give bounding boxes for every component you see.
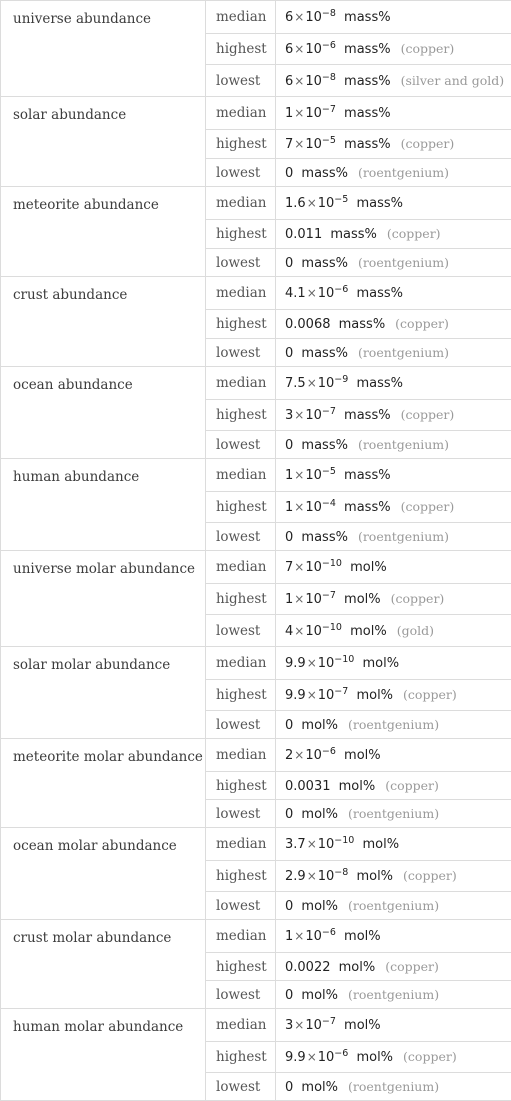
times-sign: × [307, 286, 317, 300]
exponent: −6 [322, 746, 336, 757]
times-sign: × [294, 10, 304, 24]
base-ten: 10 [305, 74, 322, 89]
unit: mass% [344, 500, 391, 515]
statistic-label: lowest [206, 523, 276, 551]
value-cell [276, 130, 511, 159]
mantissa: 4.1 [285, 286, 306, 301]
base-ten: 10 [318, 376, 335, 391]
times-sign: × [294, 74, 304, 88]
plain-value: 0 [285, 1080, 293, 1095]
value-cell [276, 1009, 511, 1042]
value-cell [276, 680, 511, 711]
unit: mass% [356, 376, 403, 391]
value-cell [276, 277, 511, 310]
value-cell [276, 1042, 511, 1073]
plain-value: 0 [285, 438, 293, 453]
exponent: −6 [334, 1048, 348, 1059]
value-cell [276, 249, 511, 277]
value-cell [276, 953, 511, 981]
statistic-label: median [206, 551, 276, 584]
value-cell [276, 772, 511, 800]
base-ten: 10 [318, 837, 335, 852]
times-sign: × [294, 560, 304, 574]
unit: mass% [339, 317, 386, 332]
table-row [1, 1009, 511, 1042]
value-cell [276, 1073, 511, 1101]
plain-value: 0.0068 [285, 317, 331, 332]
table-row [1, 277, 511, 310]
statistic-label: lowest [206, 65, 276, 97]
property-name: ocean molar abundance [1, 828, 206, 920]
unit: mol% [301, 988, 338, 1003]
unit: mol% [356, 1050, 393, 1065]
value-cell [276, 711, 511, 739]
statistic-label: highest [206, 680, 276, 711]
base-ten: 10 [318, 196, 335, 211]
statistic-label: highest [206, 400, 276, 431]
table-row [1, 920, 511, 953]
abundance-table-body [1, 1, 511, 1101]
statistic-label: lowest [206, 1073, 276, 1101]
base-ten: 10 [305, 929, 322, 944]
property-name: crust molar abundance [1, 920, 206, 1009]
element-note: (roentgenium) [348, 1079, 439, 1094]
mantissa: 7 [285, 560, 293, 575]
mantissa: 7.5 [285, 376, 306, 391]
value-cell [276, 65, 511, 97]
unit: mol% [344, 929, 381, 944]
unit: mol% [363, 656, 400, 671]
value-cell [276, 400, 511, 431]
base-ten: 10 [305, 42, 322, 57]
value-cell [276, 551, 511, 584]
base-ten: 10 [305, 500, 322, 515]
exponent: −10 [322, 558, 342, 569]
property-name: solar molar abundance [1, 647, 206, 739]
mantissa: 1 [285, 500, 293, 515]
statistic-label: highest [206, 953, 276, 981]
statistic-label: highest [206, 220, 276, 249]
element-note: (roentgenium) [358, 345, 449, 360]
unit: mol% [344, 592, 381, 607]
mantissa: 2 [285, 748, 293, 763]
mantissa: 3 [285, 1018, 293, 1033]
base-ten: 10 [305, 137, 322, 152]
table-row [1, 828, 511, 861]
times-sign: × [294, 929, 304, 943]
exponent: −5 [322, 466, 336, 477]
unit: mol% [301, 899, 338, 914]
statistic-label: median [206, 647, 276, 680]
unit: mass% [301, 346, 348, 361]
element-note: (copper) [385, 778, 439, 793]
element-note: (copper) [401, 499, 455, 514]
base-ten: 10 [318, 286, 335, 301]
times-sign: × [307, 837, 317, 851]
table-row [1, 97, 511, 130]
times-sign: × [294, 408, 304, 422]
statistic-label: lowest [206, 892, 276, 920]
value-cell [276, 34, 511, 65]
unit: mass% [330, 227, 377, 242]
exponent: −7 [334, 686, 348, 697]
mantissa: 1.6 [285, 196, 306, 211]
base-ten: 10 [305, 408, 322, 423]
value-cell [276, 431, 511, 459]
times-sign: × [294, 500, 304, 514]
base-ten: 10 [318, 869, 335, 884]
value-cell [276, 187, 511, 220]
statistic-label: highest [206, 584, 276, 615]
plain-value: 0 [285, 530, 293, 545]
times-sign: × [307, 1050, 317, 1064]
plain-value: 0 [285, 256, 293, 271]
unit: mol% [301, 718, 338, 733]
plain-value: 0 [285, 988, 293, 1003]
statistic-label: median [206, 828, 276, 861]
value-cell [276, 584, 511, 615]
mantissa: 6 [285, 42, 293, 57]
exponent: −5 [322, 135, 336, 146]
value-cell [276, 220, 511, 249]
base-ten: 10 [305, 468, 322, 483]
unit: mass% [344, 42, 391, 57]
unit: mass% [301, 166, 348, 181]
exponent: −8 [322, 8, 336, 19]
unit: mol% [344, 1018, 381, 1033]
unit: mol% [350, 624, 387, 639]
statistic-label: median [206, 920, 276, 953]
exponent: −8 [334, 867, 348, 878]
unit: mol% [363, 837, 400, 852]
element-note: (silver and gold) [401, 73, 505, 88]
value-cell [276, 97, 511, 130]
table-row [1, 1, 511, 34]
mantissa: 4 [285, 624, 293, 639]
value-cell [276, 647, 511, 680]
mantissa: 3 [285, 408, 293, 423]
mantissa: 9.9 [285, 688, 306, 703]
exponent: −10 [334, 654, 354, 665]
unit: mass% [344, 10, 391, 25]
element-note: (roentgenium) [358, 529, 449, 544]
unit: mass% [344, 468, 391, 483]
times-sign: × [294, 624, 304, 638]
value-cell [276, 615, 511, 647]
base-ten: 10 [318, 688, 335, 703]
times-sign: × [294, 42, 304, 56]
value-cell [276, 800, 511, 828]
statistic-label: lowest [206, 159, 276, 187]
statistic-label: median [206, 739, 276, 772]
element-note: (roentgenium) [348, 717, 439, 732]
statistic-label: lowest [206, 711, 276, 739]
times-sign: × [307, 376, 317, 390]
exponent: −8 [322, 72, 336, 83]
exponent: −4 [322, 498, 336, 509]
mantissa: 1 [285, 929, 293, 944]
statistic-label: median [206, 277, 276, 310]
statistic-label: median [206, 1, 276, 34]
element-note: (roentgenium) [348, 806, 439, 821]
property-name: solar abundance [1, 97, 206, 187]
times-sign: × [294, 106, 304, 120]
unit: mass% [344, 408, 391, 423]
statistic-label: lowest [206, 339, 276, 367]
plain-value: 0 [285, 346, 293, 361]
times-sign: × [294, 137, 304, 151]
unit: mol% [356, 869, 393, 884]
times-sign: × [307, 869, 317, 883]
mantissa: 1 [285, 592, 293, 607]
mantissa: 7 [285, 137, 293, 152]
unit: mol% [301, 807, 338, 822]
unit: mass% [344, 106, 391, 121]
value-cell [276, 310, 511, 339]
exponent: −7 [322, 406, 336, 417]
mantissa: 1 [285, 106, 293, 121]
base-ten: 10 [318, 1050, 335, 1065]
statistic-label: median [206, 367, 276, 400]
mantissa: 1 [285, 468, 293, 483]
value-cell [276, 367, 511, 400]
value-cell [276, 920, 511, 953]
mantissa: 3.7 [285, 837, 306, 852]
plain-value: 0 [285, 899, 293, 914]
element-note: (copper) [401, 41, 455, 56]
statistic-label: highest [206, 34, 276, 65]
unit: mass% [344, 137, 391, 152]
element-note: (copper) [401, 136, 455, 151]
unit: mass% [356, 286, 403, 301]
plain-value: 0 [285, 718, 293, 733]
value-cell [276, 459, 511, 492]
table-row [1, 187, 511, 220]
element-note: (copper) [385, 959, 439, 974]
base-ten: 10 [305, 10, 322, 25]
property-name: ocean abundance [1, 367, 206, 459]
statistic-label: highest [206, 492, 276, 523]
element-note: (copper) [395, 316, 449, 331]
base-ten: 10 [305, 592, 322, 607]
value-cell [276, 892, 511, 920]
statistic-label: median [206, 459, 276, 492]
unit: mass% [356, 196, 403, 211]
unit: mol% [350, 560, 387, 575]
exponent: −7 [322, 590, 336, 601]
property-name: universe molar abundance [1, 551, 206, 647]
exponent: −5 [334, 194, 348, 205]
value-cell [276, 523, 511, 551]
unit: mass% [344, 74, 391, 89]
plain-value: 0 [285, 166, 293, 181]
statistic-label: lowest [206, 615, 276, 647]
property-name: universe abundance [1, 1, 206, 97]
element-note: (roentgenium) [358, 165, 449, 180]
statistic-label: highest [206, 310, 276, 339]
table-row [1, 551, 511, 584]
element-note: (copper) [403, 687, 457, 702]
element-note: (roentgenium) [348, 987, 439, 1002]
table-row [1, 367, 511, 400]
element-note: (gold) [397, 623, 434, 638]
exponent: −7 [322, 1016, 336, 1027]
unit: mol% [301, 1080, 338, 1095]
value-cell [276, 1, 511, 34]
value-cell [276, 492, 511, 523]
mantissa: 9.9 [285, 656, 306, 671]
statistic-label: lowest [206, 431, 276, 459]
statistic-label: lowest [206, 800, 276, 828]
element-note: (copper) [391, 591, 445, 606]
statistic-label: highest [206, 772, 276, 800]
exponent: −6 [334, 284, 348, 295]
mantissa: 6 [285, 10, 293, 25]
value-cell [276, 861, 511, 892]
base-ten: 10 [305, 624, 322, 639]
times-sign: × [294, 748, 304, 762]
plain-value: 0.0022 [285, 960, 331, 975]
exponent: −7 [322, 104, 336, 115]
times-sign: × [294, 592, 304, 606]
base-ten: 10 [305, 560, 322, 575]
statistic-label: median [206, 97, 276, 130]
statistic-label: highest [206, 1042, 276, 1073]
element-note: (copper) [401, 407, 455, 422]
statistic-label: highest [206, 130, 276, 159]
element-note: (roentgenium) [358, 255, 449, 270]
statistic-label: median [206, 187, 276, 220]
element-note: (copper) [403, 1049, 457, 1064]
mantissa: 2.9 [285, 869, 306, 884]
base-ten: 10 [305, 106, 322, 121]
statistic-label: median [206, 1009, 276, 1042]
exponent: −6 [322, 927, 336, 938]
plain-value: 0.011 [285, 227, 322, 242]
statistic-label: lowest [206, 981, 276, 1009]
unit: mass% [301, 256, 348, 271]
unit: mass% [301, 530, 348, 545]
times-sign: × [307, 196, 317, 210]
value-cell [276, 828, 511, 861]
plain-value: 0.0031 [285, 779, 331, 794]
property-name: crust abundance [1, 277, 206, 367]
base-ten: 10 [305, 1018, 322, 1033]
value-cell [276, 739, 511, 772]
element-note: (roentgenium) [358, 437, 449, 452]
exponent: −9 [334, 374, 348, 385]
mantissa: 6 [285, 74, 293, 89]
statistic-label: highest [206, 861, 276, 892]
unit: mol% [344, 748, 381, 763]
table-row [1, 739, 511, 772]
value-cell [276, 339, 511, 367]
base-ten: 10 [305, 748, 322, 763]
value-cell [276, 981, 511, 1009]
element-note: (copper) [387, 226, 441, 241]
unit: mol% [339, 779, 376, 794]
exponent: −10 [334, 835, 354, 846]
value-cell [276, 159, 511, 187]
property-name: human abundance [1, 459, 206, 551]
exponent: −10 [322, 622, 342, 633]
statistic-label: lowest [206, 249, 276, 277]
table-row [1, 459, 511, 492]
times-sign: × [307, 688, 317, 702]
plain-value: 0 [285, 807, 293, 822]
times-sign: × [307, 656, 317, 670]
exponent: −6 [322, 40, 336, 51]
mantissa: 9.9 [285, 1050, 306, 1065]
times-sign: × [294, 468, 304, 482]
unit: mass% [301, 438, 348, 453]
element-note: (roentgenium) [348, 898, 439, 913]
property-name: meteorite molar abundance [1, 739, 206, 828]
property-name: human molar abundance [1, 1009, 206, 1101]
base-ten: 10 [318, 656, 335, 671]
table-row [1, 647, 511, 680]
unit: mol% [339, 960, 376, 975]
times-sign: × [294, 1018, 304, 1032]
property-name: meteorite abundance [1, 187, 206, 277]
unit: mol% [356, 688, 393, 703]
element-note: (copper) [403, 868, 457, 883]
